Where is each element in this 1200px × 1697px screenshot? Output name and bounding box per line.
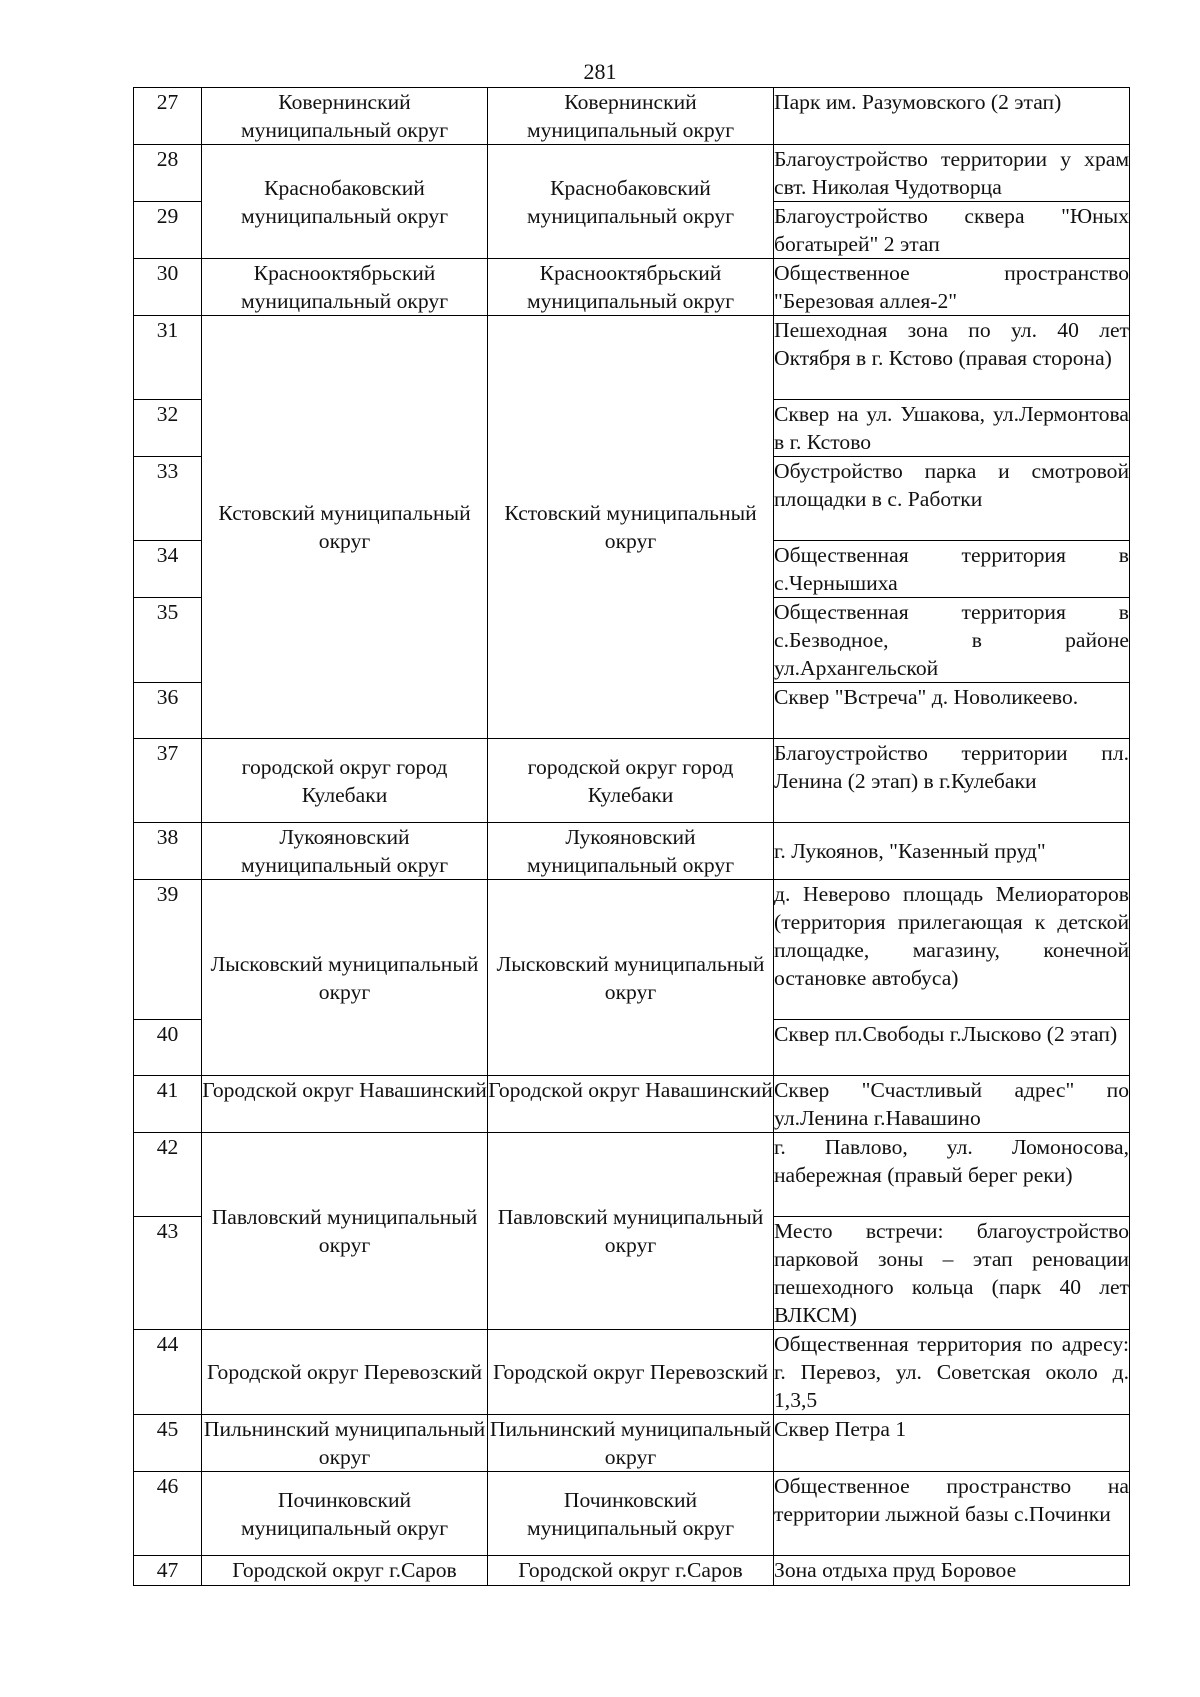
municipality-cell: Городской округ Перевозский bbox=[488, 1330, 774, 1415]
object-cell: Общественное пространство "Березовая аллея-2" bbox=[774, 259, 1130, 316]
object-cell: Благоустройство территории пл. Ленина (2 этап) в г.Кулебаки bbox=[774, 739, 1130, 823]
district-cell: Лысковский муниципальный округ bbox=[202, 880, 488, 1076]
district-cell: Ковернинский муниципальный округ bbox=[202, 88, 488, 145]
object-cell: Общественное пространство на территории лыжной базы с.Починки bbox=[774, 1472, 1130, 1556]
object-cell: Общественная территория в с.Безводное, в районе ул.Архангельской bbox=[774, 598, 1130, 683]
district-cell: Лукояновский муниципальный округ bbox=[202, 823, 488, 880]
registry-table bbox=[133, 87, 1130, 1586]
district-cell: Павловский муниципальный округ bbox=[202, 1133, 488, 1330]
row-number: 47 bbox=[134, 1556, 202, 1586]
object-cell: Парк им. Разумовского (2 этап) bbox=[774, 88, 1130, 145]
municipality-cell: Пильнинский муниципальный округ bbox=[488, 1415, 774, 1472]
table-row bbox=[134, 823, 1130, 880]
object-cell: Сквер "Встреча" д. Новоликеево. bbox=[774, 683, 1130, 739]
table-row bbox=[134, 1076, 1130, 1133]
table-row bbox=[134, 316, 1130, 400]
municipality-cell: Лукояновский муниципальный округ bbox=[488, 823, 774, 880]
district-cell: Пильнинский муниципальный округ bbox=[202, 1415, 488, 1472]
object-cell: г. Лукоянов, "Казенный пруд" bbox=[774, 823, 1130, 880]
district-cell: Краснобаковский муниципальный округ bbox=[202, 145, 488, 259]
object-cell: д. Неверово площадь Мелиораторов (территория прилегающая к детской площадке, магазину, конечной остановке автобуса) bbox=[774, 880, 1130, 1020]
row-number: 42 bbox=[134, 1133, 202, 1217]
object-cell: Благоустройство сквера "Юных богатырей" 2 этап bbox=[774, 202, 1130, 259]
row-number: 38 bbox=[134, 823, 202, 880]
table-row bbox=[134, 1330, 1130, 1415]
object-cell: Место встречи: благоустройство парковой зоны – этап реновации пешеходного кольца (парк 40 лет ВЛКСМ) bbox=[774, 1217, 1130, 1330]
object-cell: Сквер пл.Свободы г.Лысково (2 этап) bbox=[774, 1020, 1130, 1076]
district-cell: Краснооктябрьский муниципальный округ bbox=[202, 259, 488, 316]
object-cell: Обустройство парка и смотровой площадки в с. Работки bbox=[774, 457, 1130, 541]
table-row bbox=[134, 1556, 1130, 1586]
table-row bbox=[134, 1415, 1130, 1472]
municipality-cell: Кстовский муниципальный округ bbox=[488, 316, 774, 739]
row-number: 39 bbox=[134, 880, 202, 1020]
table-row bbox=[134, 880, 1130, 1020]
row-number: 40 bbox=[134, 1020, 202, 1076]
row-number: 34 bbox=[134, 541, 202, 598]
district-cell: городской округ город Кулебаки bbox=[202, 739, 488, 823]
object-cell: Сквер Петра 1 bbox=[774, 1415, 1130, 1472]
district-cell: Кстовский муниципальный округ bbox=[202, 316, 488, 739]
row-number: 41 bbox=[134, 1076, 202, 1133]
municipality-cell: Павловский муниципальный округ bbox=[488, 1133, 774, 1330]
district-cell: Городской округ Навашинский bbox=[202, 1076, 488, 1133]
municipality-cell: Лысковский муниципальный округ bbox=[488, 880, 774, 1076]
object-cell: Общественная территория по адресу: г. Перевоз, ул. Советская около д. 1,3,5 bbox=[774, 1330, 1130, 1415]
row-number: 44 bbox=[134, 1330, 202, 1415]
object-cell: Зона отдыха пруд Боровое bbox=[774, 1556, 1130, 1586]
table-row bbox=[134, 88, 1130, 145]
row-number: 33 bbox=[134, 457, 202, 541]
row-number: 32 bbox=[134, 400, 202, 457]
row-number: 37 bbox=[134, 739, 202, 823]
object-cell: Сквер на ул. Ушакова, ул.Лермонтова в г. Кстово bbox=[774, 400, 1130, 457]
row-number: 28 bbox=[134, 145, 202, 202]
object-cell: г. Павлово, ул. Ломоносова, набережная (правый берег реки) bbox=[774, 1133, 1130, 1217]
row-number: 35 bbox=[134, 598, 202, 683]
district-cell: Городской округ г.Саров bbox=[202, 1556, 488, 1586]
row-number: 43 bbox=[134, 1217, 202, 1330]
municipality-cell: Городской округ г.Саров bbox=[488, 1556, 774, 1586]
row-number: 36 bbox=[134, 683, 202, 739]
municipality-cell: Краснобаковский муниципальный округ bbox=[488, 145, 774, 259]
row-number: 31 bbox=[134, 316, 202, 400]
table-row bbox=[134, 259, 1130, 316]
row-number: 45 bbox=[134, 1415, 202, 1472]
page-number: 281 bbox=[583, 59, 617, 84]
row-number: 29 bbox=[134, 202, 202, 259]
object-cell: Пешеходная зона по ул. 40 лет Октября в г. Кстово (правая сторона) bbox=[774, 316, 1130, 400]
object-cell: Общественная территория в с.Чернышиха bbox=[774, 541, 1130, 598]
row-number: 30 bbox=[134, 259, 202, 316]
object-cell: Благоустройство территории у храм свт. Николая Чудотворца bbox=[774, 145, 1130, 202]
municipality-cell: Краснооктябрьский муниципальный округ bbox=[488, 259, 774, 316]
district-cell: Починковский муниципальный округ bbox=[202, 1472, 488, 1556]
table-row bbox=[134, 1472, 1130, 1556]
row-number: 46 bbox=[134, 1472, 202, 1556]
municipality-cell: городской округ город Кулебаки bbox=[488, 739, 774, 823]
object-cell: Сквер "Счастливый адрес" по ул.Ленина г.Навашино bbox=[774, 1076, 1130, 1133]
row-number: 27 bbox=[134, 88, 202, 145]
table-row bbox=[134, 739, 1130, 823]
municipality-cell: Городской округ Навашинский bbox=[488, 1076, 774, 1133]
table-row bbox=[134, 1133, 1130, 1217]
municipality-cell: Починковский муниципальный округ bbox=[488, 1472, 774, 1556]
table-row bbox=[134, 145, 1130, 202]
district-cell: Городской округ Перевозский bbox=[202, 1330, 488, 1415]
municipality-cell: Ковернинский муниципальный округ bbox=[488, 88, 774, 145]
